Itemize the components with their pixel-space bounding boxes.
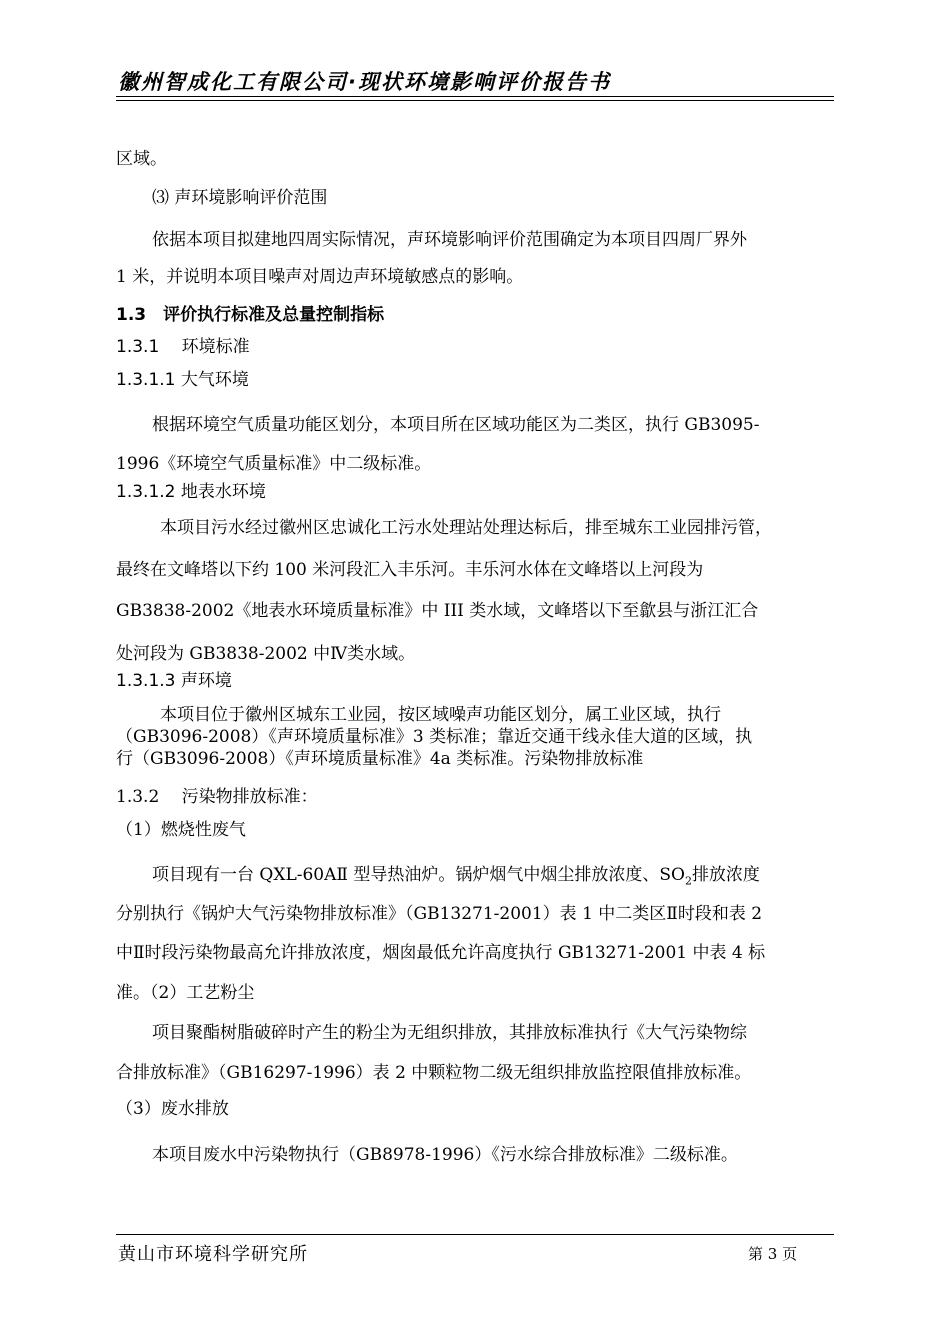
body-line: 1996《环境空气质量标准》中二级标准。 bbox=[116, 454, 432, 474]
section-heading-1-3-1-1: 1.3.1.1 大气环境 bbox=[116, 370, 249, 390]
body-line: 本项目污水经过徽州区忠诚化工污水处理站处理达标后，排至城东工业园排污管， bbox=[160, 518, 772, 538]
body-line: 本项目位于徽州区城东工业园，按区域噪声功能区划分，属工业区域，执行 bbox=[160, 705, 721, 725]
section-heading: ⑶ 声环境影响评价范围 bbox=[152, 188, 328, 208]
header-rule-top bbox=[116, 96, 834, 97]
subsection-heading: （1）燃烧性废气 bbox=[116, 820, 246, 840]
section-heading-1-3: 1.3 评价执行标准及总量控制指标 bbox=[116, 305, 385, 325]
subscript: 2 bbox=[684, 874, 692, 888]
body-line: 根据环境空气质量功能区划分，本项目所在区域功能区为二类区，执行 GB3095- bbox=[152, 415, 760, 435]
body-line: GB3838-2002《地表水环境质量标准》中 III 类水域，文峰塔以下至歙县与浙江汇合 bbox=[116, 601, 759, 621]
body-line: 合排放标准》（GB16297-1996）表 2 中颗粒物二级无组织排放监控限值排放标准。 bbox=[116, 1063, 752, 1083]
body-line: 1 米，并说明本项目噪声对周边声环境敏感点的影响。 bbox=[116, 267, 524, 287]
body-text: 项目现有一台 QXL-60AⅡ 型导热油炉。锅炉烟气中烟尘排放浓度、SO bbox=[152, 865, 685, 885]
body-line: 准。（2）工艺粉尘 bbox=[116, 983, 255, 1003]
body-line: 行（GB3096-2008）《声环境质量标准》4a 类标准。污染物排放标准 bbox=[116, 749, 644, 769]
body-line: 区域。 bbox=[116, 149, 167, 169]
body-text: 排放浓度 bbox=[691, 865, 760, 885]
body-line: 中Ⅱ时段污染物最高允许排放浓度，烟囱最低允许高度执行 GB13271-2001 中表 4 标 bbox=[116, 943, 766, 963]
section-heading-1-3-1: 1.3.1 环境标准 bbox=[116, 337, 250, 357]
body-line: 依据本项目拟建地四周实际情况，声环境影响评价范围确定为本项目四周厂界外 bbox=[152, 230, 747, 250]
section-heading-1-3-2: 1.3.2 污染物排放标准： bbox=[116, 787, 318, 807]
page-number: 第 3 页 bbox=[748, 1245, 798, 1263]
section-heading-1-3-1-3: 1.3.1.3 声环境 bbox=[116, 671, 232, 691]
section-heading-1-3-1-2: 1.3.1.2 地表水环境 bbox=[116, 482, 266, 502]
body-line: 项目聚酯树脂破碎时产生的粉尘为无组织排放，其排放标准执行《大气污染物综 bbox=[152, 1023, 747, 1043]
footer-rule bbox=[116, 1234, 834, 1235]
body-line: 本项目废水中污染物执行（GB8978-1996）《污水综合排放标准》二级标准。 bbox=[152, 1145, 738, 1165]
body-line: 分别执行《锅炉大气污染物排放标准》（GB13271-2001）表 1 中二类区Ⅱ时段和表 2 bbox=[116, 904, 763, 924]
footer-organization: 黄山市环境科学研究所 bbox=[118, 1244, 308, 1265]
body-line: （GB3096-2008）《声环境质量标准》3 类标准；靠近交通干线永佳大道的区域，执 bbox=[116, 727, 753, 747]
subsection-heading: （3）废水排放 bbox=[116, 1099, 229, 1119]
header-title: 徽州智成化工有限公司·现状环境影响评价报告书 bbox=[118, 70, 611, 94]
body-line: 处河段为 GB3838-2002 中Ⅳ类水域。 bbox=[116, 644, 416, 664]
header-rule-bottom bbox=[116, 100, 834, 101]
body-line: 最终在文峰塔以下约 100 米河段汇入丰乐河。丰乐河水体在文峰塔以上河段为 bbox=[116, 560, 704, 580]
body-line bbox=[152, 864, 760, 892]
